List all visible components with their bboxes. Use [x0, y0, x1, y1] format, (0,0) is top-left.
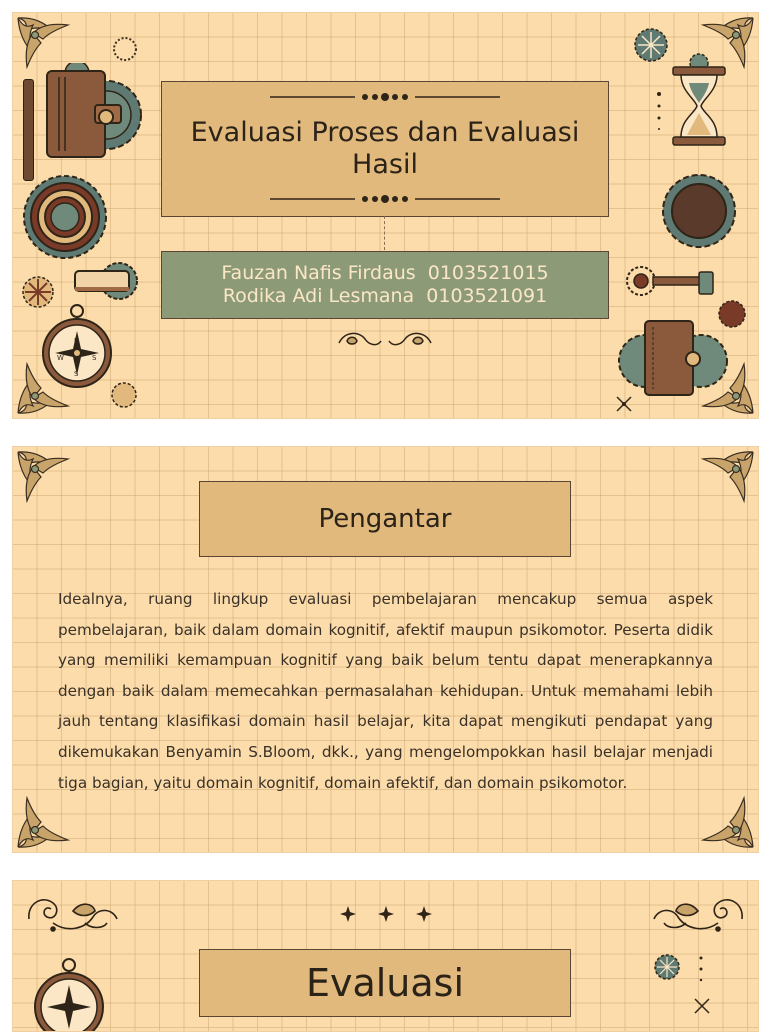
compass-north: N — [74, 337, 80, 345]
flourish-icon — [23, 889, 123, 939]
section-heading-box — [199, 949, 571, 1017]
flourish-icon — [337, 327, 433, 353]
section-heading: Pengantar — [318, 504, 452, 534]
hourglass-icon — [669, 53, 729, 149]
sparkle-icon — [339, 905, 433, 923]
page-title: Evaluasi Proses dan Evaluasi Hasil — [190, 117, 580, 180]
title-ornament-top-icon — [270, 92, 500, 102]
title-box — [161, 81, 609, 217]
compass-icon — [31, 957, 107, 1031]
floral-corner-icon — [13, 794, 73, 852]
author-2: Rodika Adi Lesmana 0103521091 — [222, 285, 548, 307]
gear-icon — [661, 173, 737, 249]
sparkle-icon — [615, 395, 633, 413]
gear-icon — [633, 27, 669, 63]
authors-box — [161, 251, 609, 319]
floral-corner-icon — [698, 447, 758, 505]
compass-west: W — [57, 354, 64, 362]
leather-book-icon — [617, 319, 729, 399]
leather-strap-icon — [23, 79, 34, 181]
title-ornament-bottom-icon — [270, 194, 500, 204]
flourish-icon — [648, 889, 748, 939]
dots-icon — [655, 91, 663, 133]
gear-slider-icon — [73, 261, 143, 303]
dots-icon — [697, 955, 705, 985]
title-connector — [384, 216, 385, 250]
gear-icon — [21, 173, 109, 261]
intro-slide — [12, 446, 759, 853]
section-heading: Evaluasi — [305, 961, 465, 1005]
evaluasi-slide — [12, 880, 759, 1032]
title-slide — [12, 12, 759, 419]
floral-corner-icon — [698, 794, 758, 852]
compass-south: S — [74, 370, 79, 378]
intro-paragraph: Idealnya, ruang lingkup evaluasi pembelajaran mencakup semua aspek pembelajaran, baik dalam domain kognitif, afektif maupun psikomotor. Peserta didik yang memiliki kemampuan kognitif yang baik belum tentu dapat menerapkannya dengan baik dalam memecahkan permasalahan kehidupan. Untuk memahami lebih jauh tentang klasifikasi domain hasil belajar, kita dapat mengikuti pendapat yang dikemukakan Benyamin S.Bloom, dkk., yang mengelompokkan hasil belajar menjadi tiga bagian, yaitu domain kognitif, domain afektif, dan domain psikomotor. — [58, 590, 713, 792]
floral-corner-icon — [13, 447, 73, 505]
section-heading-box — [199, 481, 571, 557]
gear-icon — [110, 381, 138, 409]
gear-icon — [653, 953, 681, 981]
author-1: Fauzan Nafis Firdaus 0103521015 — [221, 262, 549, 284]
key-icon — [625, 263, 717, 299]
gear-outline-icon — [111, 35, 139, 63]
sparkle-icon — [693, 997, 711, 1015]
compass-east: S — [92, 354, 97, 362]
leather-book-icon — [43, 63, 143, 163]
